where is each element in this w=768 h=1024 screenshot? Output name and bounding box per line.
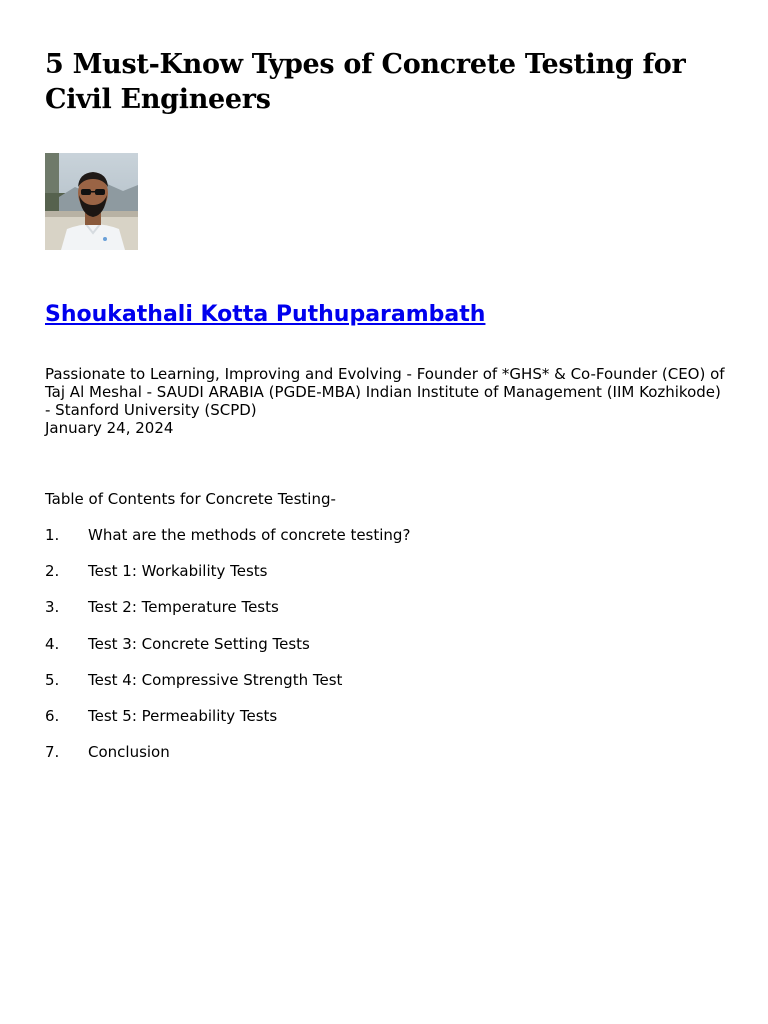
toc-item-number: 7. [45, 743, 60, 762]
toc-item [45, 671, 725, 707]
toc-item-number: 2. [45, 562, 60, 581]
author-avatar[interactable] [45, 153, 138, 250]
toc-item-text: Test 4: Compressive Strength Test [88, 670, 343, 689]
toc-item [45, 562, 725, 598]
toc-heading: Table of Contents for Concrete Testing- [45, 490, 336, 508]
toc-item-text: What are the methods of concrete testing? [88, 526, 411, 544]
publish-date: January 24, 2024 [45, 419, 174, 437]
toc-item-text: Test 5: Permeability Tests [88, 706, 278, 725]
avatar-photo [45, 153, 138, 250]
toc-item-text: Test 3: Concrete Setting Tests [88, 634, 310, 653]
toc-item [45, 635, 725, 671]
toc-item-number: 3. [45, 598, 60, 617]
toc-item [45, 707, 725, 743]
article-title: 5 Must-Know Types of Concrete Testing for Civil Engineers [45, 49, 686, 115]
toc-item-number: 5. [45, 670, 60, 689]
toc-item [45, 598, 725, 634]
toc-item-number: 4. [45, 634, 60, 653]
toc-item-text: Test 2: Temperature Tests [88, 598, 279, 617]
author-bio: Passionate to Learning, Improving and Evolving - Founder of *GHS* & Co-Founder (CEO) of Taj Al Meshal - SAUDI ARABIA (PGDE-MBA) Indian Institute of Management (IIM Kozhikode) - Stanford University (SCPD) [45, 365, 725, 419]
toc-item-text: Conclusion [88, 743, 170, 762]
toc-item [45, 743, 725, 779]
author-name-link[interactable]: Shoukathali Kotta Puthuparambath [45, 302, 486, 327]
toc-item-text: Test 1: Workability Tests [88, 562, 268, 581]
toc-item-number: 6. [45, 706, 60, 725]
toc-list [45, 526, 725, 779]
author-name-heading [45, 300, 485, 330]
toc-item-number: 1. [45, 526, 60, 544]
toc-item [45, 526, 725, 562]
